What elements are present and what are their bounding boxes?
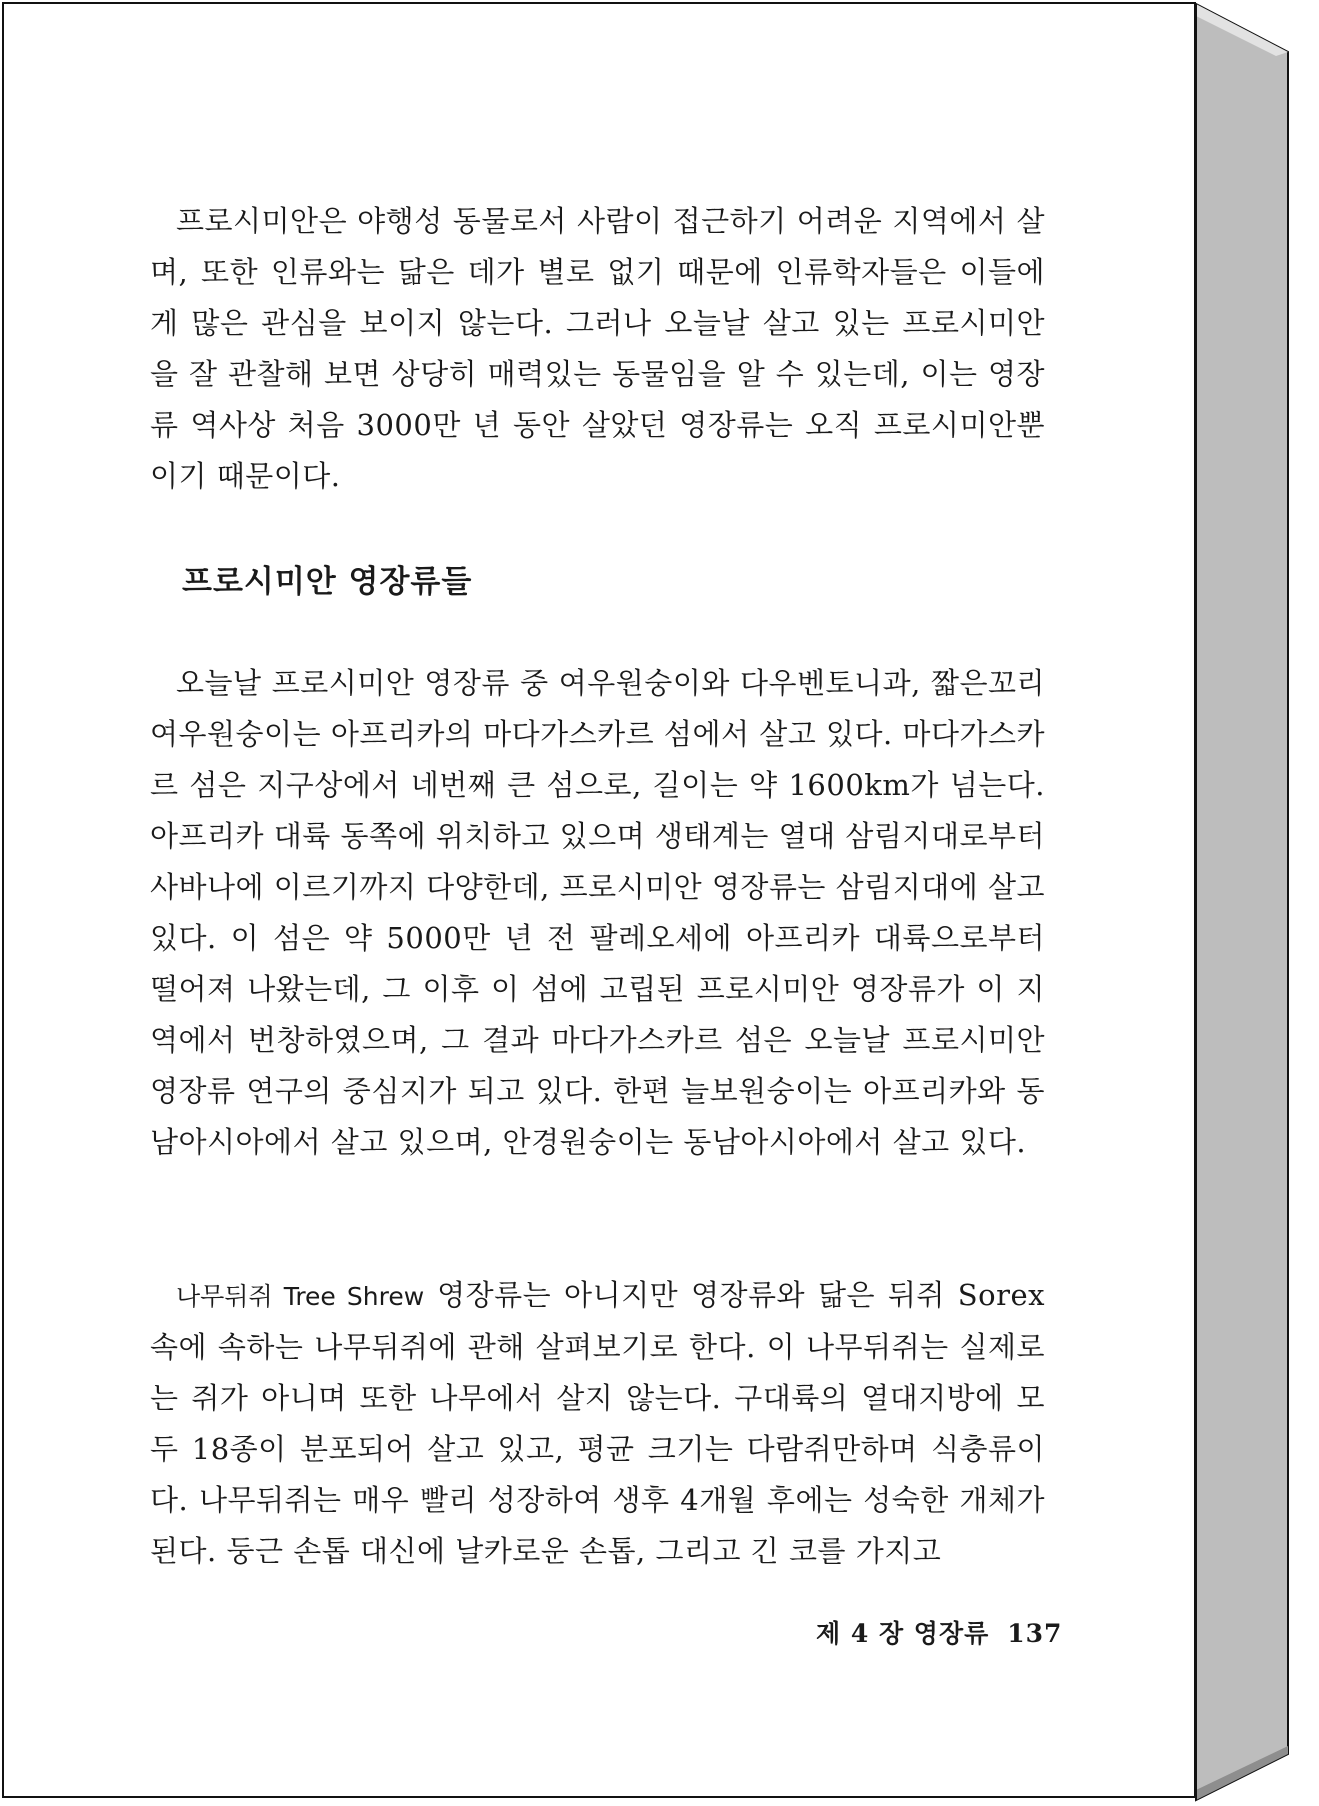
paragraph-1: 프로시미안은 야행성 동물로서 사람이 접근하기 어려운 지역에서 살며, 또한 인류와는 닮은 데가 별로 없기 때문에 인류학자들은 이들에게 많은 관심을 보이지 않는다. 그러나 오늘날 살고 있는 프로시미안을 잘 관찰해 보면 상당히 매력있는 동물임을 알 수 있는데, 이는 영장류 역사상 처음 3000만 년 동안 살았던 영장류는 오직 프로시미안뿐이기 때문이다. bbox=[150, 204, 1045, 493]
term-tree-shrew: 나무뒤쥐 Tree Shrew bbox=[176, 1282, 425, 1311]
page-footer bbox=[816, 1614, 1062, 1650]
footer-chapter: 제 4 장 영장류 bbox=[816, 1619, 990, 1648]
paragraph-3-text: 영장류는 아니지만 영장류와 닮은 뒤쥐 Sorex 속에 속하는 나무뒤쥐에 관해 살펴보기로 한다. 이 나무뒤쥐는 실제로는 쥐가 아니며 또한 나무에서 살지 않는다. 구대륙의 열대지방에 모두 18종이 분포되어 살고 있고, 평균 크기는 다람쥐만하며 식충류이다. 나무뒤쥐는 매우 빨리 성장하여 생후 4개월 후에는 성숙한 개체가 된다. 둥근 손톱 대신에 날카로운 손톱, 그리고 긴 코를 가지고 bbox=[150, 1278, 1046, 1568]
page-number: 137 bbox=[1007, 1619, 1063, 1648]
paragraph-2: 오늘날 프로시미안 영장류 중 여우원숭이와 다우벤토니과, 짧은꼬리여우원숭이는 아프리카의 마다가스카르 섬에서 살고 있다. 마다가스카르 섬은 지구상에서 네번째 큰 섬으로, 길이는 약 1600km가 넘는다. 아프리카 대륙 동쪽에 위치하고 있으며 생태계는 열대 삼림지대로부터 사바나에 이르기까지 다양한데, 프로시미안 영장류는 삼림지대에 살고 있다. 이 섬은 약 5000만 년 전 팔레오세에 아프리카 대륙으로부터 떨어져 나왔는데, 그 이후 이 섬에 고립된 프로시미안 영장류가 이 지역에서 번창하였으며, 그 결과 마다가스카르 섬은 오늘날 프로시미안 영장류 연구의 중심지가 되고 있다. 한편 늘보원숭이는 아프리카와 동남아시아에서 살고 있으며, 안경원숭이는 동남아시아에서 살고 있다. bbox=[150, 666, 1045, 1159]
paragraph-3 bbox=[150, 1270, 1045, 1577]
section-heading: 프로시미안 영장류들 bbox=[182, 564, 473, 600]
